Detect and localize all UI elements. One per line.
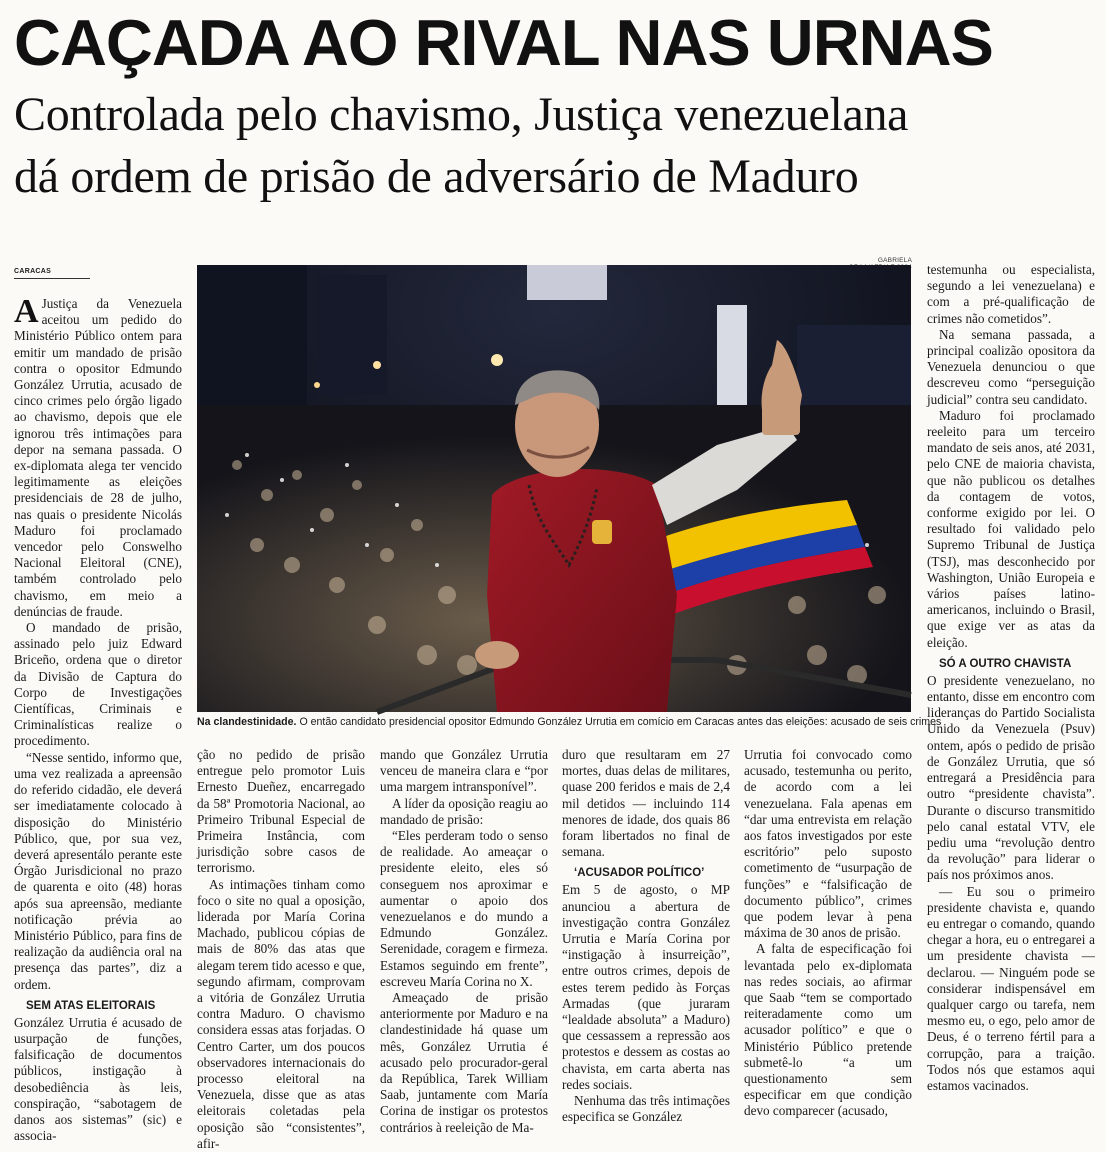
article-paragraph: “Eles perderam todo o senso de realidade. Ao ameaçar o presidente eleito, eles só conseguem nos aproximar e aumentar o apoio dos venezuelanos e do mundo a Edmundo González. Serenidade, coragem e firmeza. Estamos seguindo em frente”, escreveu María Corina no X. [380,828,548,989]
photo-caption [197,716,942,729]
photo-credit: GABRIELA [877,257,912,264]
article-paragraph: — Eu sou o primeiro presidente chavista e, quando eu entregar o comando, quando chegar a hora, eu o entregarei a um presidente chavista — declarou. — Ninguém pode se considerar indispensável em qualquer cargo ou tarefa, nem mesmo eu, o ego, pelo amor de Deus, é o terreno fértil para a corrupção, para a traição. Todos nós que estamos aqui estamos vacinados. [927,883,1095,1093]
rally-photo [197,265,911,712]
section-subtitle: ‘ACUSADOR POLÍTICO’ [574,867,705,880]
article-paragraph: González Urrutia é acusado de usurpação de funções, falsificação de documentos públicos, instigação à desobediência às leis, conspiração, “sabotagem de danos aos sistemas” (sic) e associa- [14,1014,182,1144]
headline: CAÇADA AO RIVAL NAS URNAS [14,6,993,79]
article-paragraph: Ameaçado de prisão anteriormente por Maduro e na clandestinidade há quase um mês, González Urrutia é acusado pelo procurador-geral da República, Tarek William Saab, juntamente com María Corina de instigar os protestos contrários à reeleição de Ma- [380,990,548,1135]
article-paragraph: Nenhuma das três intimações especifica se González [562,1093,730,1125]
article-paragraph: Na semana passada, a principal coalizão opositora da Venezuela denunciou o que descreveu como “perseguição judicial” contra seu candidato. [927,326,1095,407]
rally-photo-illustration [197,265,911,712]
article-paragraph: A falta de especificação foi levantada pelo ex-diplomata nas redes sociais, ao afirmar que Saab “tem se comportado reiteradamente como um acusador político” e que o Ministério Público pretende submetê-lo “a um questionamento sem especificar em que condição devo comparecer (acusado, [744,941,912,1119]
article-paragraph: A líder da oposição reagiu ao mandado de prisão: [380,795,548,827]
caption-lead: Na clandestinidade. [197,716,297,728]
subheadline-line-1: Controlada pelo chavismo, Justiça venezuelana [14,88,909,141]
article-column-5 [744,747,912,1137]
article-column-1 [14,293,182,1144]
article-paragraph: mando que González Urrutia venceu de maneira clara e “por uma margem intransponível”. [380,747,548,795]
article-paragraph: Urrutia foi convocado como acusado, testemunha ou perito, de acordo com a lei venezuelana. Fala apenas em “dar uma entrevista em relação aos fatos investigados por este escritório” pelo suposto cometimento de “usurpação de funções” e “falsificação de documento público”, crimes que podem levar à pena máxima de 30 anos de prisão. [744,747,912,941]
article-paragraph: Em 5 de agosto, o MP anunciou a abertura de investigação contra González Urrutia e María Corina por “instigação à insurreição”, entre outros crimes, depois de estes terem pedido às Forças Armadas (que juraram “lealdade absoluta” a Maduro) que cessassem a repressão aos protestos e dessem as costas ao chavista, em carta aberta nas redes sociais. [562,882,730,1092]
article-paragraph [14,293,182,620]
subheadline-line-2: dá ordem de prisão de adversário de Maduro [14,150,859,203]
article-paragraph: O presidente venezuelano, no entanto, disse em encontro com lideranças do Partido Socialista Unido da Venezuela (Psuv) ontem, após o pedido de prisão de González Urrutia, que só entregará a Presidência para outro “presidente chavista”. Durante o discurso transmitido pelo canal estatal VTV, ele pediu uma “revolução dentro da revolução” para liderar o país nos próximos anos. [927,672,1095,883]
section-subtitle: SEM ATAS ELEITORAIS [26,999,156,1012]
subheadline [14,84,1094,208]
article-column-3 [380,747,548,1137]
article-paragraph: As intimações tinham como foco o site no qual a oposição, liderada por María Corina Machado, publicou cópias de mais de 80% das atas que alegam terem tido acesso e que, segundo afirmam, comprovam a vitória de González Urrutia contra Maduro. O chavismo considera essas atas forjadas. O Centro Carter, um dos poucos observadores internacionais do processo eleitoral na Venezuela, disse que as atas eleitorais coletadas pela oposição são “consistentes”, afir- [197,876,365,1151]
article-paragraph: Maduro foi proclamado reeleito para um terceiro mandato de seis anos, até 2031, pelo CNE de maioria chavista, que não publicou os detalhes da contagem de votos, conforme exigido por lei. O resultado foi validado pelo Supremo Tribunal de Justiça (TSJ), mas desconhecido por Washington, União Europeia e vários países latino-americanos, incluindo o Brasil, que exige ver as atas da eleição. [927,407,1095,650]
drop-cap: A [14,293,39,330]
article-column-2 [197,747,365,1151]
article-text: Justiça da Venezuela aceitou um pedido do Ministério Público ontem para emitir um mandado de prisão contra o opositor Edmundo González Urrutia, acusado de cinco crimes pelo órgão ligado ao chavismo, depois que ele ignorou três intimações para depor na semana passada. O ex-diplomata alega ter vencido legitimamente as eleições presidenciais de 28 de julho, nas quais o presidente Nicolás Maduro foi proclamado vencedor pelo Conswelho Nacional Eleitoral (CNE), também controlado pelo chavismo, em meio a denúncias de fraude. [14,296,182,619]
dateline: CARACAS [14,268,90,279]
article-column-4 [562,747,730,1137]
section-subtitle: SÓ A OUTRO CHAVISTA [939,657,1072,670]
caption-text: O então candidato presidencial opositor Edmundo González Urrutia em comício em Caracas antes das eleições: acusado de seis crimes [296,716,942,728]
article-paragraph: ção no pedido de prisão entregue pelo promotor Luis Ernesto Dueñez, encarregado da 58ª Promotoria Nacional, ao Primeiro Tribunal Especial de Primeira Instância, com jurisdição sobre casos de terrorismo. [197,747,365,876]
article-paragraph: O mandado de prisão, assinado pelo juiz Edward Briceño, ordena que o diretor da Divisão de Captura do Corpo de Investigações Científicas, Criminais e Criminalísticas realize o procedimento. [14,620,182,749]
article-paragraph: testemunha ou especialista, segundo a lei venezuelana) e com a pré-qualificação de crimes não cometidos”. [927,262,1095,326]
article-paragraph: duro que resultaram em 27 mortes, duas delas de militares, quase 200 feridos e mais de 2,4 mil detidos — incluindo 114 menores de idade, dos quais 86 foram libertados no final de semana. [562,747,730,860]
article-paragraph: “Nesse sentido, informo que, uma vez realizada a apreensão do referido cidadão, ele deverá ser imediatamente colocado à disposição do Ministério Público, que, por sua vez, deverá apresentálo perante este Órgão Jurisdicional no prazo de quarenta e oito (48) horas após sua apreensão, mediante notificação prévia ao Ministério Público, para fins de realização da audiência oral na presença das partes”, diz a ordem. [14,749,182,992]
article-column-6 [927,262,1095,1137]
